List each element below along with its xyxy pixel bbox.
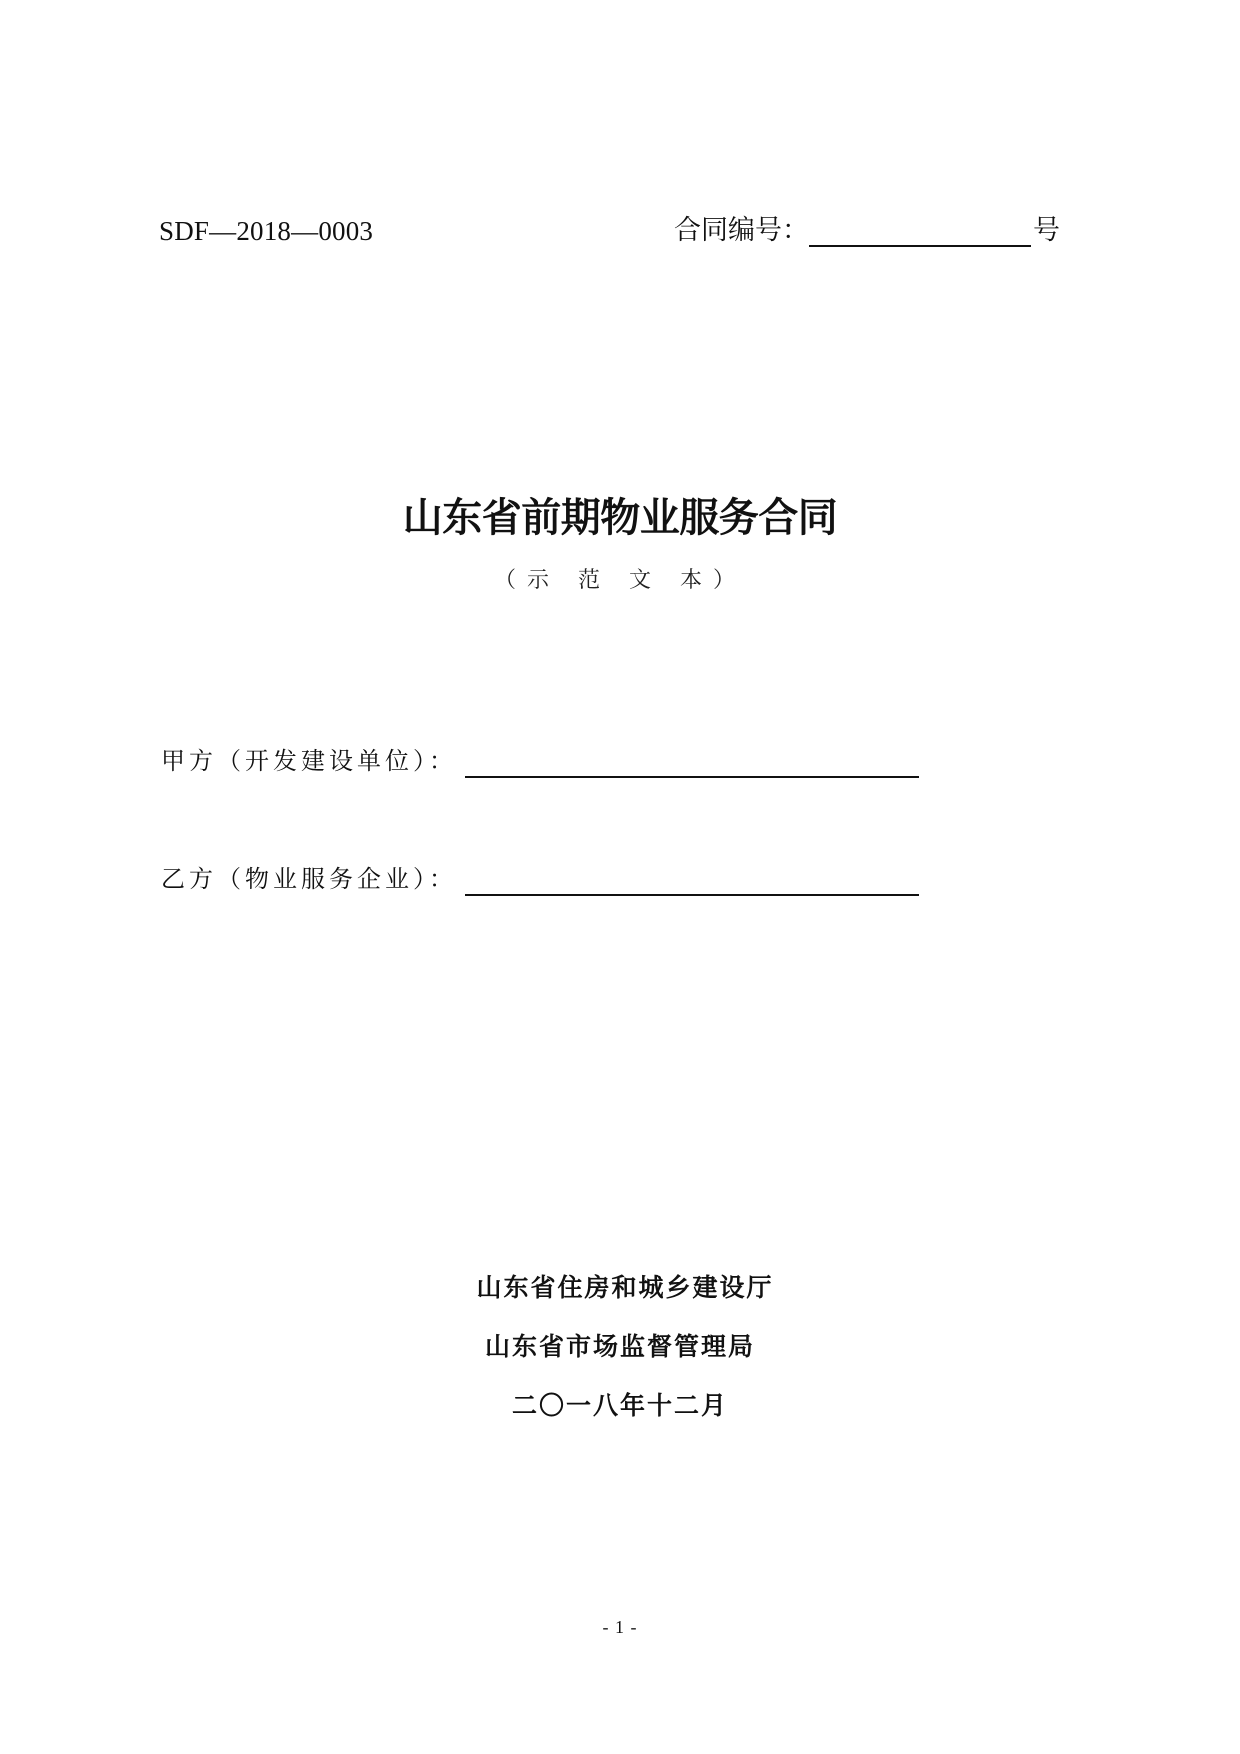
party-b-line [161,856,457,896]
contract-number-blank [809,214,1031,247]
party-a-line [161,738,457,778]
contract-number-line [674,214,1060,250]
party-b-label: 乙方（物业服务企业）： [161,865,457,893]
issuer-housing-department: 山东省住房和城乡建设厅 [476,1273,774,1302]
document-code: SDF—2018—0003 [159,216,374,246]
contract-number-label: 合同编号： [674,215,809,246]
document-title: 山东省前期物业服务合同 [402,494,838,541]
page-number: - 1 - [602,1617,638,1637]
party-a-blank [465,776,919,778]
party-b-blank [465,894,919,896]
contract-number-suffix: 号 [1033,215,1060,246]
issuer-market-supervision-bureau: 山东省市场监督管理局 [484,1332,755,1361]
issue-date: 二〇一八年十二月 [511,1391,728,1420]
document-subtitle: （示 范 文 本） [494,568,746,593]
party-a-label: 甲方（开发建设单位）： [161,747,457,775]
